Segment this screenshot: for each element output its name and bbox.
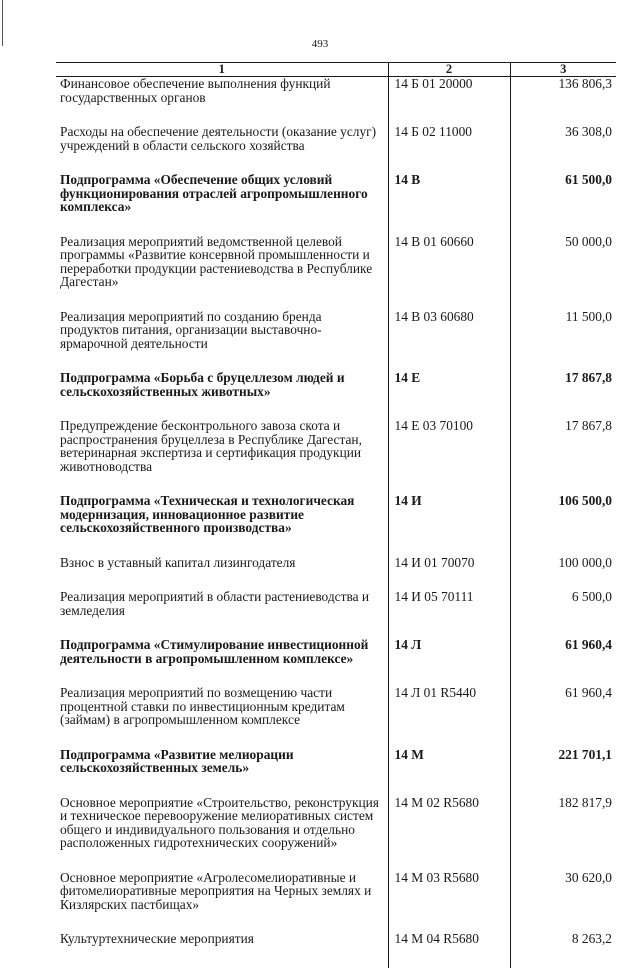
row-amount: 30 620,0 bbox=[510, 871, 616, 912]
row-amount: 100 000,0 bbox=[510, 556, 616, 570]
row-name: Реализация мероприятий ведомственной целевой программы «Развитие консервной промышленности и переработки продукции растениеводства в Республике Дагестан» bbox=[60, 233, 373, 289]
row-code: 14 И 05 70111 bbox=[388, 590, 510, 617]
row-name: Основное мероприятие «Агролесомелиоративные и фитомелиоративные мероприятия на Черных землях и Кизлярских пастбищах» bbox=[60, 869, 372, 912]
page-number: 493 bbox=[311, 38, 329, 50]
column-header-3: 3 bbox=[510, 63, 616, 77]
row-amount: 182 817,9 bbox=[510, 796, 616, 850]
row-spacer bbox=[56, 289, 616, 310]
row-spacer bbox=[56, 104, 616, 125]
row-name: Расходы на обеспечение деятельности (оказание услуг) учреждений в области сельского хозяйства bbox=[60, 124, 377, 153]
table-row bbox=[56, 686, 616, 727]
row-code: 14 Е 03 70100 bbox=[388, 419, 510, 473]
row-amount: 50 000,0 bbox=[510, 235, 616, 289]
row-spacer bbox=[56, 535, 616, 556]
row-name: Подпрограмма «Стимулирование инвестиционной деятельности в агропромышленном комплексе» bbox=[60, 637, 369, 666]
row-amount: 8 263,2 bbox=[510, 932, 616, 968]
row-amount: 136 806,3 bbox=[510, 77, 616, 105]
column-header-2: 2 bbox=[388, 63, 510, 77]
table-body bbox=[56, 77, 616, 968]
row-name: Культуртехнические мероприятия bbox=[60, 931, 254, 946]
table-row bbox=[56, 371, 616, 398]
row-spacer bbox=[56, 214, 616, 235]
row-code: 14 И bbox=[388, 494, 510, 535]
row-name: Подпрограмма «Обеспечение общих условий функционирования отраслей агропромышленного комплекса» bbox=[60, 172, 368, 214]
row-amount: 6 500,0 bbox=[510, 590, 616, 617]
table-row bbox=[56, 932, 616, 968]
budget-table bbox=[56, 62, 616, 968]
row-name: Основное мероприятие «Строительство, реконструкция и техническое перевооружение мелиоративных систем общего и индивидуального пользования и отдельно расположенных гидротехнических сооружений» bbox=[60, 794, 379, 850]
row-amount: 221 701,1 bbox=[510, 748, 616, 775]
table-row bbox=[56, 748, 616, 775]
row-spacer bbox=[56, 398, 616, 419]
row-code: 14 Б 02 11000 bbox=[388, 125, 510, 152]
table-row bbox=[56, 494, 616, 535]
row-code: 14 М 03 R5680 bbox=[388, 871, 510, 912]
table-row bbox=[56, 173, 616, 214]
table-row bbox=[56, 125, 616, 152]
table-row bbox=[56, 638, 616, 665]
row-amount: 36 308,0 bbox=[510, 125, 616, 152]
row-spacer bbox=[56, 727, 616, 748]
row-name: Взнос в уставный капитал лизингодателя bbox=[60, 554, 296, 570]
row-amount: 106 500,0 bbox=[510, 494, 616, 535]
table-row bbox=[56, 556, 616, 570]
row-name: Финансовое обеспечение выполнения функций государственных органов bbox=[60, 76, 331, 105]
row-code: 14 В 03 60680 bbox=[388, 310, 510, 351]
row-code: 14 М bbox=[388, 748, 510, 775]
row-spacer bbox=[56, 850, 616, 871]
row-code: 14 М 02 R5680 bbox=[388, 796, 510, 850]
row-name: Реализация мероприятий по созданию бренда продуктов питания, организации выставочно-ярмарочной деятельности bbox=[60, 308, 322, 351]
row-code: 14 Л 01 R5440 bbox=[388, 686, 510, 727]
row-amount: 61 500,0 bbox=[510, 173, 616, 214]
row-name: Подпрограмма «Борьба с бруцеллезом людей и сельскохозяйственных животных» bbox=[60, 370, 345, 399]
row-amount: 11 500,0 bbox=[510, 310, 616, 351]
table-row bbox=[56, 77, 616, 105]
row-name: Реализация мероприятий по возмещению части процентной ставки по инвестиционным кредитам (займам) в агропромышленном комплексе bbox=[60, 685, 345, 727]
row-spacer bbox=[56, 473, 616, 494]
row-name: Предупреждение бесконтрольного завоза скота и распространения бруцеллеза в Республике Дагестан, ветеринарная экспертиза и сертификация продукции животноводства bbox=[60, 418, 362, 474]
row-code: 14 Е bbox=[388, 371, 510, 398]
row-code: 14 Б 01 20000 bbox=[388, 77, 510, 105]
row-name: Подпрограмма «Техническая и технологическая модернизация, инновационное развитие сельскохозяйственного производства» bbox=[60, 493, 355, 535]
row-amount: 61 960,4 bbox=[510, 686, 616, 727]
row-amount: 17 867,8 bbox=[510, 419, 616, 473]
row-code: 14 В 01 60660 bbox=[388, 235, 510, 289]
row-name: Подпрограмма «Развитие мелиорации сельскохозяйственных земель» bbox=[60, 746, 294, 775]
row-amount: 61 960,4 bbox=[510, 638, 616, 665]
row-spacer bbox=[56, 350, 616, 371]
row-spacer bbox=[56, 665, 616, 686]
table-header-row bbox=[56, 63, 616, 77]
row-code: 14 В bbox=[388, 173, 510, 214]
row-amount: 17 867,8 bbox=[510, 371, 616, 398]
table-row bbox=[56, 590, 616, 617]
table-row bbox=[56, 310, 616, 351]
row-code: 14 И 01 70070 bbox=[388, 556, 510, 570]
row-spacer bbox=[56, 775, 616, 796]
row-spacer bbox=[56, 152, 616, 173]
row-spacer bbox=[56, 569, 616, 590]
column-header-1: 1 bbox=[56, 63, 388, 77]
table-row bbox=[56, 235, 616, 289]
table-row bbox=[56, 419, 616, 473]
table-row bbox=[56, 796, 616, 850]
row-code: 14 Л bbox=[388, 638, 510, 665]
row-spacer bbox=[56, 911, 616, 932]
row-spacer bbox=[56, 617, 616, 638]
row-name: Реализация мероприятий в области растениеводства и земледелия bbox=[60, 589, 370, 618]
row-code: 14 М 04 R5680 bbox=[388, 932, 510, 968]
